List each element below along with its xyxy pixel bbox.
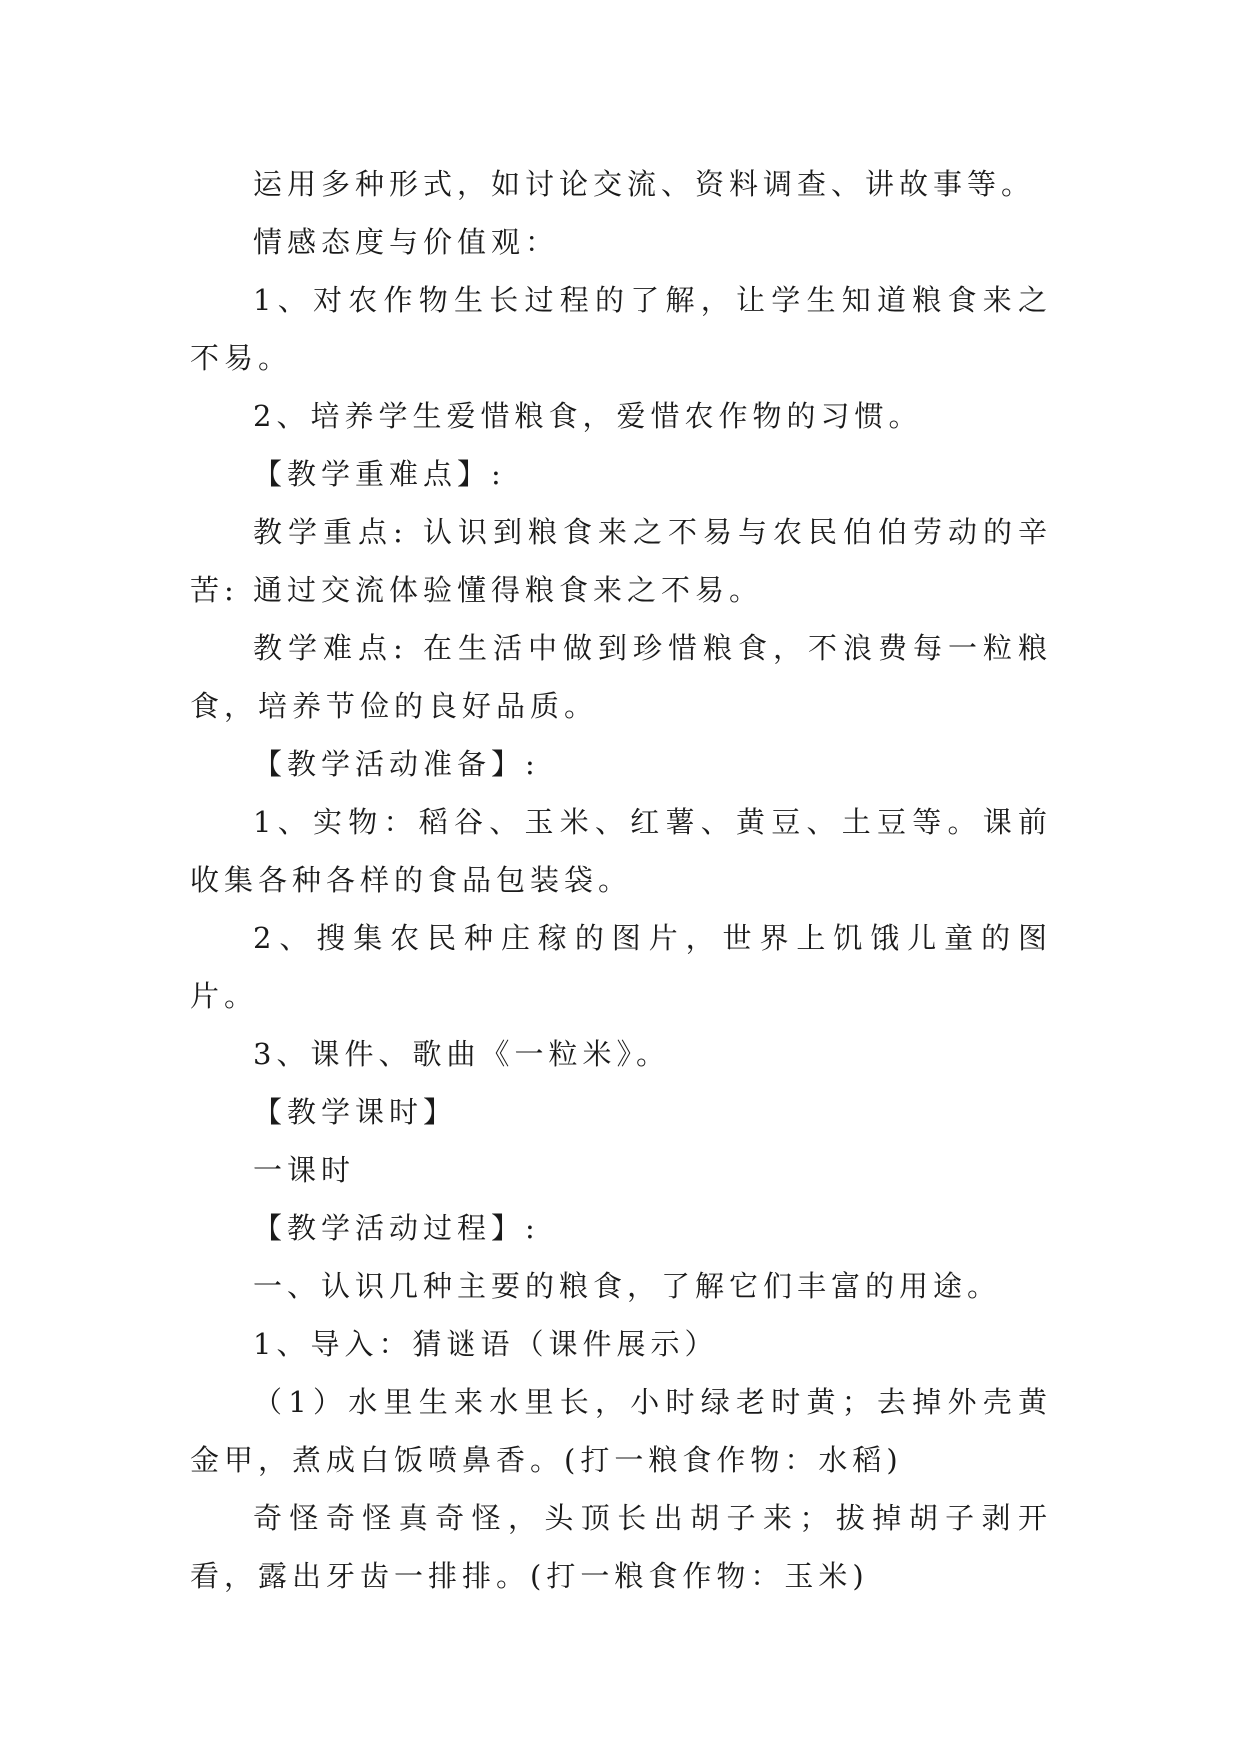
paragraph-goal-2: 2、培养学生爱惜粮食，爱惜农作物的习惯。 <box>253 399 923 433</box>
paragraph-emotion-heading: 情感态度与价值观： <box>253 225 560 259</box>
paragraph-key-point: 教学重点: 认识到粮食来之不易与农民伯伯劳动的辛苦: 通过交流体验懂得粮食来之不易。 <box>190 515 1052 607</box>
paragraph-methods: 运用多种形式，如讨论交流、资料调查、讲故事等。 <box>253 167 1036 201</box>
section-heading-key-points: 【教学重难点】: <box>253 457 506 491</box>
section-heading-process: 【教学活动过程】: <box>253 1211 540 1245</box>
section-heading-class-hours: 【教学课时】 <box>253 1095 458 1129</box>
paragraph-difficult-point: 教学难点: 在生活中做到珍惜粮食，不浪费每一粒粮食，培养节俭的良好品质。 <box>190 631 1052 723</box>
paragraph-class-hours: 一课时 <box>253 1153 356 1187</box>
paragraph-riddle-2: 奇怪奇怪真奇怪，头顶长出胡子来；拔掉胡子剥开看，露出牙齿一排排。(打一粮食作物：玉米) <box>190 1501 1052 1593</box>
section-heading-preparation: 【教学活动准备】: <box>253 747 540 781</box>
paragraph-intro: 1、导入：猜谜语（课件展示） <box>253 1327 719 1361</box>
paragraph-riddle-1: （1）水里生来水里长，小时绿老时黄；去掉外壳黄金甲，煮成白饭喷鼻香。(打一粮食作物：水稻) <box>190 1385 1052 1477</box>
paragraph-process-1: 一、认识几种主要的粮食，了解它们丰富的用途。 <box>253 1269 1002 1303</box>
paragraph-prep-1: 1、实物：稻谷、玉米、红薯、黄豆、土豆等。课前收集各种各样的食品包装袋。 <box>190 805 1052 897</box>
paragraph-prep-2: 2、搜集农民种庄稼的图片，世界上饥饿儿童的图片。 <box>190 921 1052 1013</box>
paragraph-prep-3: 3、课件、歌曲《一粒米》。 <box>253 1037 670 1071</box>
paragraph-goal-1: 1、对农作物生长过程的了解，让学生知道粮食来之不易。 <box>190 283 1052 375</box>
document-body <box>190 155 1052 1605</box>
